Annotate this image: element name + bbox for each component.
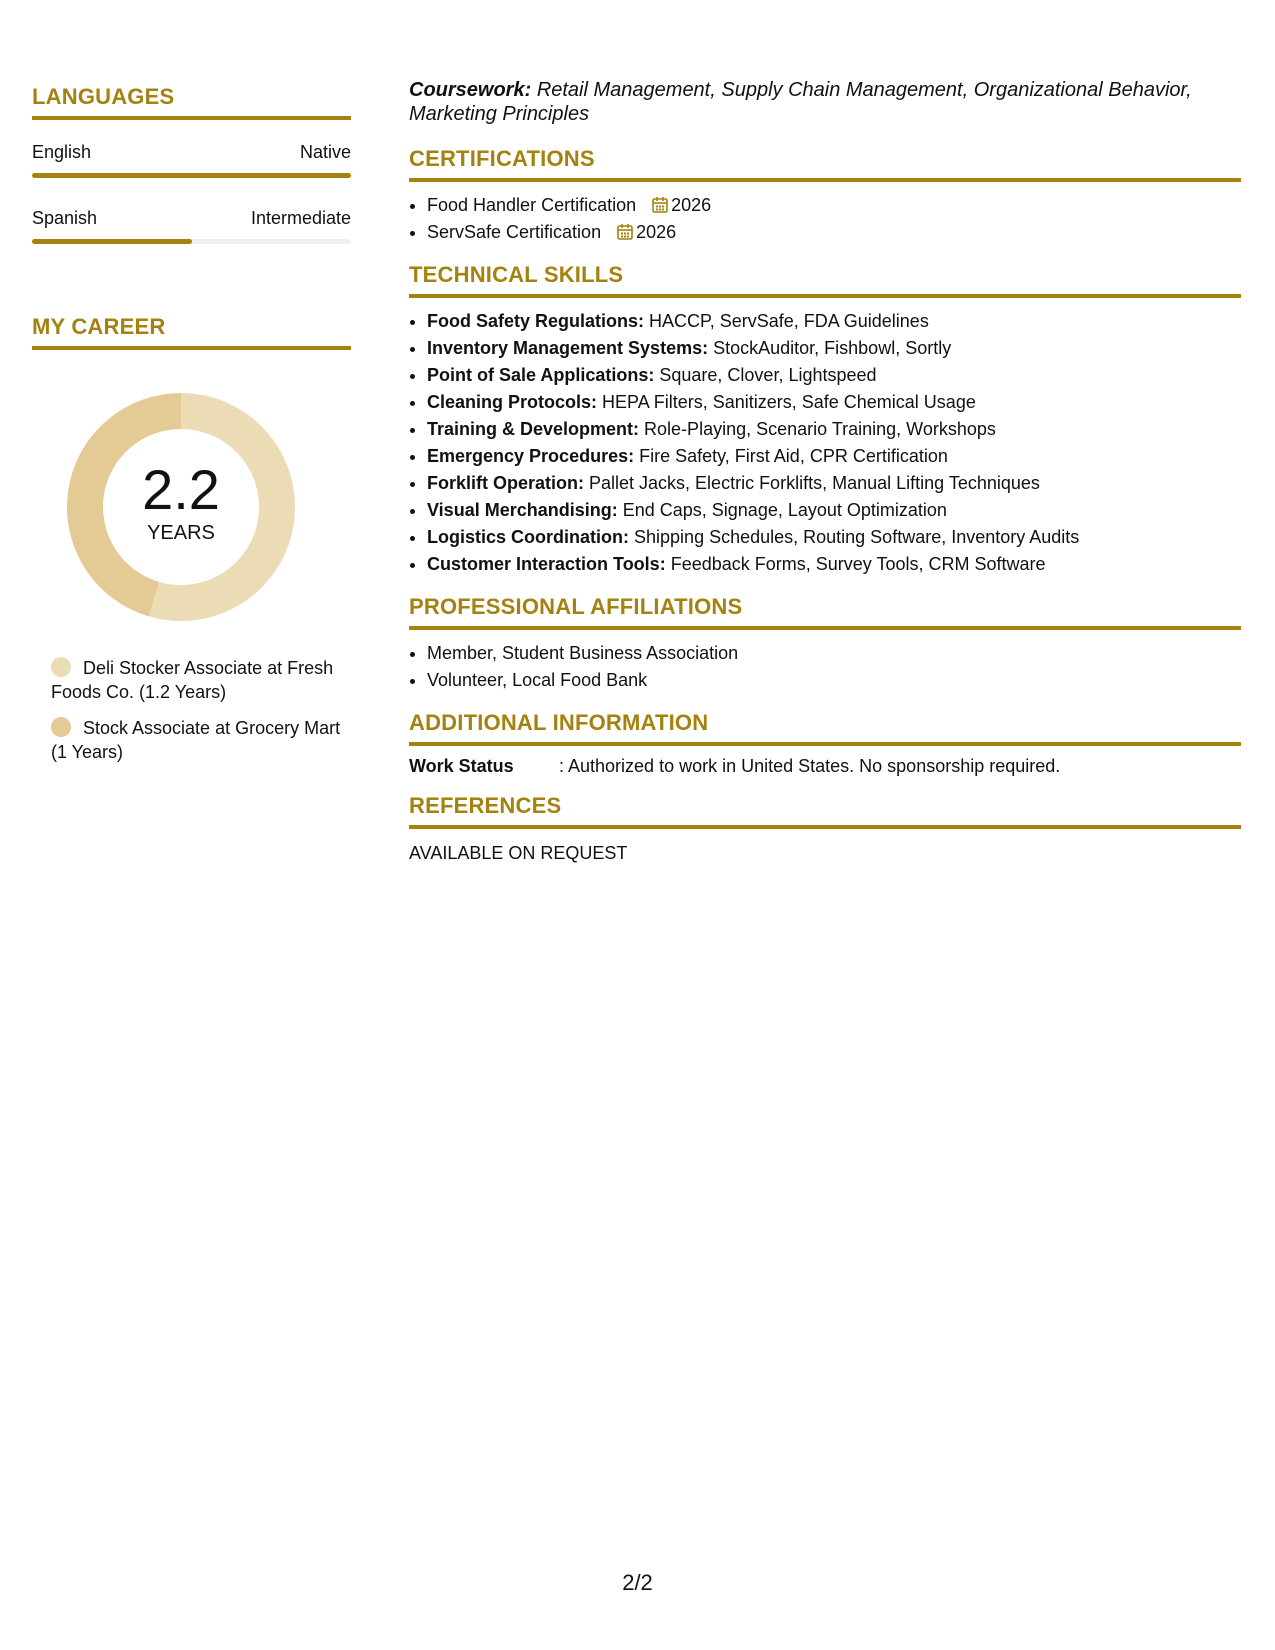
language-proficiency-bar (32, 239, 351, 244)
language-level: Native (299, 142, 351, 162)
affiliation-item: • Member, Student Business Association (427, 640, 1241, 667)
skill-label: Visual Merchandising: (427, 500, 618, 520)
skill-item (427, 308, 1241, 335)
career-total-unit: YEARS (147, 522, 215, 544)
skill-item (427, 470, 1241, 497)
work-status-value: : Authorized to work in United States. No sponsorship required. (559, 756, 1061, 776)
career-legend (32, 656, 351, 764)
skill-label: Training & Development: (427, 419, 640, 439)
skill-item (427, 389, 1241, 416)
skill-label: Point of Sale Applications: (427, 365, 655, 385)
skill-item (427, 416, 1241, 443)
language-proficiency-bar (32, 173, 351, 178)
calendar-icon (651, 196, 669, 214)
technical-skills-heading: TECHNICAL SKILLS (409, 262, 1241, 298)
language-proficiency-fill (32, 239, 192, 244)
skill-item (427, 497, 1241, 524)
career-heading: MY CAREER (32, 314, 351, 350)
career-donut-chart (66, 392, 296, 622)
right-column (409, 78, 1241, 880)
language-item (32, 142, 351, 178)
skill-item (427, 443, 1241, 470)
legend-label: Stock Associate at Grocery Mart (1 Years) (51, 718, 341, 762)
skill-text: Square, Clover, Lightspeed (659, 365, 877, 385)
skill-label: Food Safety Regulations: (427, 311, 645, 331)
certifications-heading: CERTIFICATIONS (409, 146, 1241, 182)
languages-heading: LANGUAGES (32, 84, 351, 120)
coursework-label: Coursework: (409, 79, 532, 101)
skill-label: Inventory Management Systems: (427, 338, 709, 358)
language-name: Spanish (32, 208, 98, 228)
languages-section (32, 84, 351, 244)
skill-text: Fire Safety, First Aid, CPR Certification (639, 446, 948, 466)
donut-center-label (66, 458, 296, 545)
references-section (409, 793, 1241, 864)
language-proficiency-fill (32, 173, 351, 178)
certification-item (427, 219, 1241, 246)
affiliations-section (409, 594, 1241, 694)
skill-text: Feedback Forms, Survey Tools, CRM Software (670, 554, 1046, 574)
left-column (32, 84, 351, 776)
affiliations-heading: PROFESSIONAL AFFILIATIONS (409, 594, 1241, 630)
skill-label: Emergency Procedures: (427, 446, 635, 466)
certification-name: ServSafe Certification (427, 222, 602, 242)
language-name: English (32, 142, 92, 162)
skill-text: HEPA Filters, Sanitizers, Safe Chemical Usage (602, 392, 976, 412)
work-status-label: Work Status (409, 756, 514, 776)
certifications-list (409, 192, 1241, 246)
affiliations-list (409, 640, 1241, 694)
skill-text: StockAuditor, Fishbowl, Sortly (713, 338, 952, 358)
calendar-icon (616, 223, 634, 241)
technical-skills-section (409, 262, 1241, 578)
legend-swatch (51, 657, 71, 677)
legend-swatch (51, 717, 71, 737)
skill-label: Customer Interaction Tools: (427, 554, 666, 574)
additional-info-section (409, 710, 1241, 777)
references-heading: REFERENCES (409, 793, 1241, 829)
skill-text: Pallet Jacks, Electric Forklifts, Manual Lifting Techniques (589, 473, 1040, 493)
skill-label: Logistics Coordination: (427, 527, 629, 547)
additional-info-heading: ADDITIONAL INFORMATION (409, 710, 1241, 746)
legend-item (51, 716, 351, 764)
skill-item (427, 335, 1241, 362)
legend-label: Deli Stocker Associate at Fresh Foods Co. (1.2 Years) (51, 658, 334, 702)
skill-item (427, 362, 1241, 389)
affiliation-item: • Volunteer, Local Food Bank (427, 667, 1241, 694)
career-section (32, 314, 351, 764)
legend-item (51, 656, 351, 704)
certification-item (427, 192, 1241, 219)
language-level: Intermediate (250, 208, 351, 228)
coursework (409, 78, 1241, 126)
skill-label: Forklift Operation: (427, 473, 584, 493)
certification-year: 2026 (636, 222, 677, 242)
skill-text: End Caps, Signage, Layout Optimization (622, 500, 947, 520)
coursework-text: Retail Management, Supply Chain Management, Organizational Behavior, Marketing Principles (409, 79, 1192, 125)
skill-item (427, 551, 1241, 578)
skill-label: Cleaning Protocols: (427, 392, 598, 412)
language-item (32, 208, 351, 244)
skill-item (427, 524, 1241, 551)
skill-text: Shipping Schedules, Routing Software, Inventory Audits (634, 527, 1080, 547)
work-status-row (409, 756, 1241, 777)
skill-text: Role-Playing, Scenario Training, Workshops (644, 419, 996, 439)
references-text: AVAILABLE ON REQUEST (409, 843, 628, 863)
certification-year: 2026 (671, 195, 712, 215)
certification-name: Food Handler Certification (427, 195, 637, 215)
technical-skills-list (409, 308, 1241, 578)
career-total-value: 2.2 (142, 458, 220, 521)
certifications-section (409, 146, 1241, 246)
skill-text: HACCP, ServSafe, FDA Guidelines (649, 311, 929, 331)
page-number: 2/2 (622, 1570, 653, 1595)
